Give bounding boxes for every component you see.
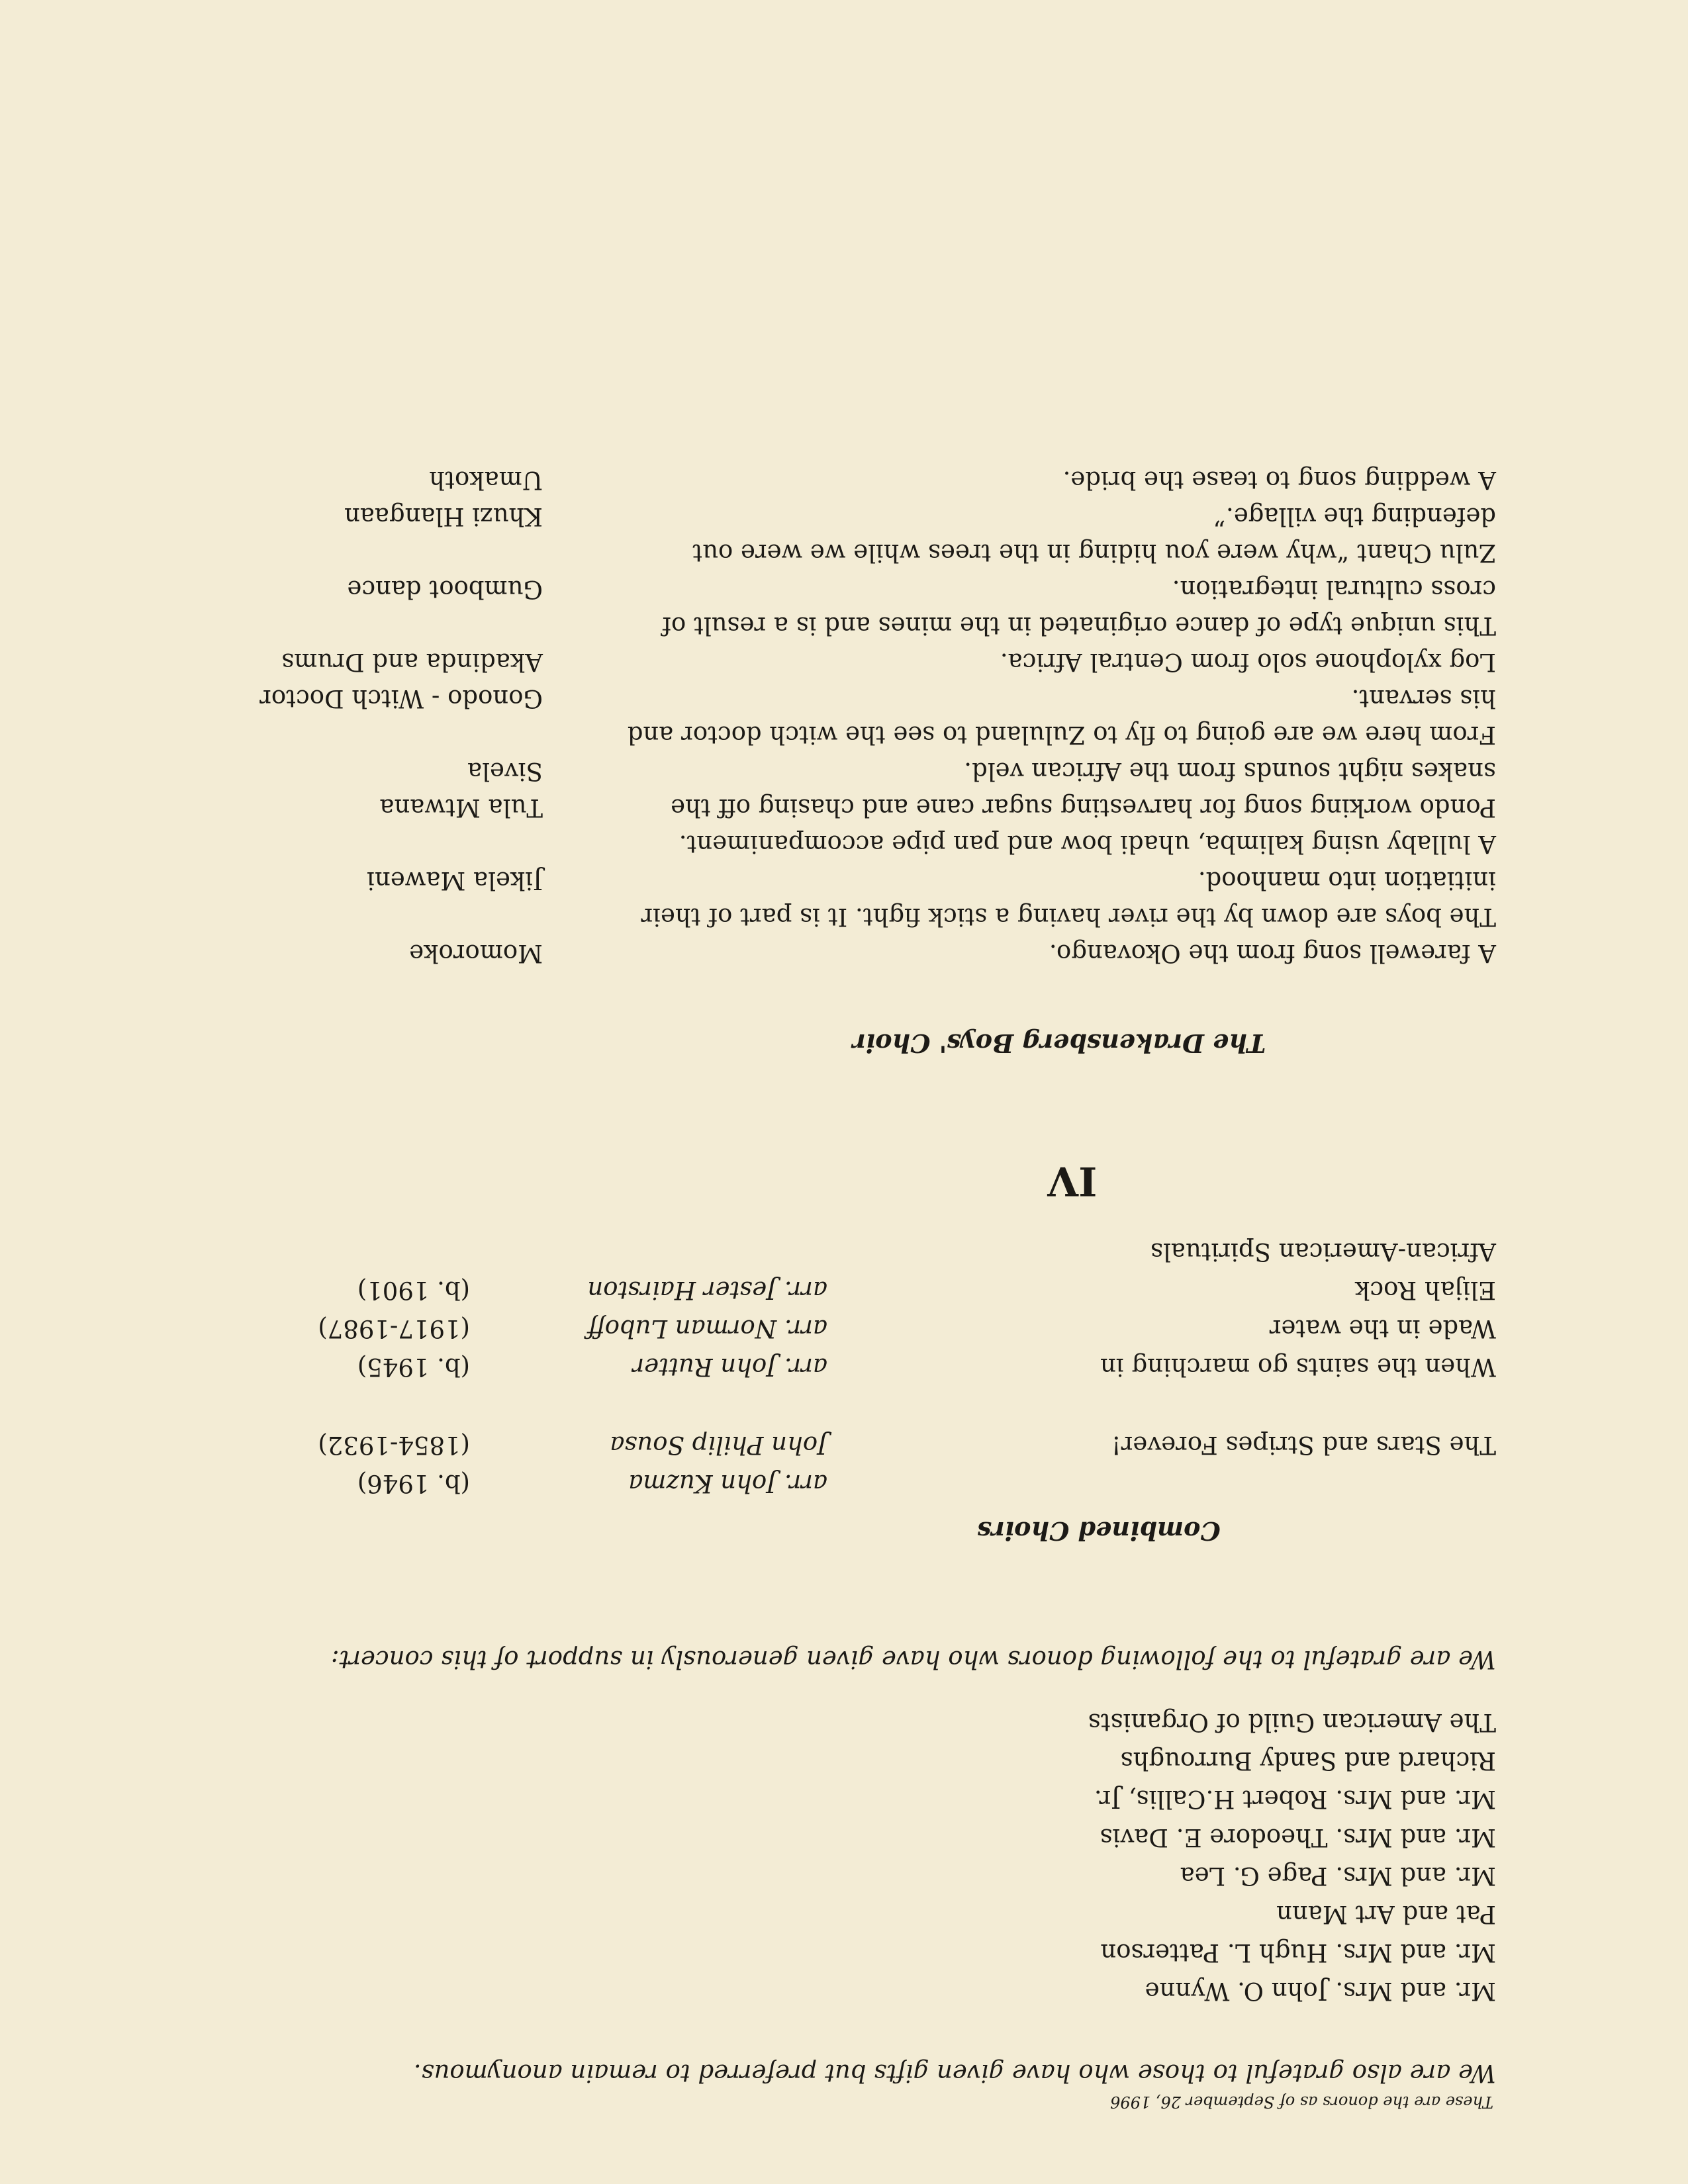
- donor-item: The American Guild of Organists: [1088, 1708, 1496, 1737]
- piece-title: When the saints go marching in: [1100, 1353, 1496, 1381]
- song-name: Gumboot dance: [347, 575, 543, 604]
- song-description: From here we are going to fly to Zululand to see the witch doctor and his servant.: [627, 684, 1496, 749]
- song-description: Log xylophone solo from Central Africa.: [1000, 648, 1496, 676]
- piece-row: [132, 1459, 1496, 1498]
- spirituals-pieces: [132, 1228, 1496, 1381]
- donor-list: [132, 1703, 1496, 2010]
- drakensberg-heading: The Drakensberg Boys' Choir: [852, 1028, 1266, 1058]
- piece-composer: arr. John Rutter: [632, 1353, 827, 1381]
- song-row: [132, 498, 1496, 571]
- piece-row: [132, 1343, 1496, 1381]
- piece-composer: arr. Jester Hairston: [587, 1276, 827, 1304]
- song-description: The boys are down by the river having a stick fight. It is part of their initiation into manhood.: [641, 866, 1496, 931]
- donor-item: Mr. and Mrs. Hugh L. Patterson: [1100, 1938, 1496, 1967]
- donor-item: Mr. and Mrs. Robert H.Callis, Jr.: [1094, 1785, 1496, 1813]
- piece-composer: arr. Norman Luboff: [587, 1314, 827, 1343]
- piece-row: [132, 1266, 1496, 1304]
- song-row: [132, 753, 1496, 826]
- donor-item: Mr. and Mrs. Theodore E. Davis: [1100, 1823, 1496, 1852]
- anonymous-donors-note: We are also grateful to those who have given gifts but preferred to remain anonymous.: [413, 2059, 1496, 2087]
- combined-choirs-pieces: [132, 1421, 1496, 1498]
- piece-row: [132, 1304, 1496, 1343]
- song-row: [132, 680, 1496, 753]
- song-name: Umakoth: [429, 466, 543, 494]
- song-description: Pondo working song for harvesting sugar cane and chasing off the snakes night sounds from the African veld.: [671, 757, 1496, 822]
- song-name: Sivela: [467, 757, 543, 786]
- song-description: A lullaby using kalimba, uhadi bow and pan pipe accompaniment.: [679, 830, 1496, 858]
- piece-title: Elijah Rock: [1354, 1276, 1496, 1304]
- section-numeral: IV: [1047, 1158, 1098, 1204]
- song-name: Khuzi Hlangaan: [344, 502, 543, 531]
- song-description: A farewell song from the Okovango.: [1049, 939, 1496, 968]
- donor-item: Mr. and Mrs. John O. Wynne: [1145, 1977, 1496, 2005]
- piece-dates: (1917-1987): [318, 1314, 470, 1343]
- donor-item: Mr. and Mrs. Page G. Lea: [1180, 1862, 1496, 1890]
- drakensberg-songs: [132, 462, 1496, 972]
- combined-choirs-heading: Combined Choirs: [977, 1516, 1221, 1546]
- song-description: Zulu Chant “why were you hiding in the trees while we were out defending the village.”: [692, 502, 1496, 567]
- song-row: [132, 794, 1496, 862]
- song-name: Gonodo - Witch Doctor: [259, 684, 543, 713]
- piece-dates: (1854-1932): [318, 1431, 470, 1459]
- piece-composer: John Philip Sousa: [610, 1431, 827, 1459]
- piece-title: Wade in the water: [1269, 1314, 1496, 1343]
- piece-row: [132, 1228, 1496, 1266]
- song-name: Tula Mtwana: [379, 794, 543, 822]
- piece-dates: (b. 1901): [357, 1276, 470, 1304]
- song-row: [132, 462, 1496, 498]
- song-name: Jikela Maweni: [367, 866, 543, 895]
- song-description: This unique type of dance originated in the mines and is a result of cross cultural integration.: [662, 575, 1496, 640]
- donors-heading: We are grateful to the following donors who have given generously in support of this concert:: [330, 1645, 1496, 1674]
- donor-date-note: These are the donors as of September 26, 1996: [1110, 2093, 1493, 2111]
- donor-item: Pat and Art Mann: [1276, 1900, 1496, 1929]
- page-content: [132, 462, 1496, 2111]
- song-row: [132, 644, 1496, 680]
- piece-dates: (b. 1945): [357, 1353, 470, 1381]
- song-name: Momoroke: [409, 939, 543, 968]
- song-row: [132, 571, 1496, 644]
- piece-row: [132, 1421, 1496, 1459]
- song-name: Akadinda and Drums: [281, 648, 543, 676]
- donor-item: Richard and Sandy Burroughs: [1120, 1747, 1496, 1775]
- piece-title: The Stars and Stripes Forever!: [1111, 1431, 1496, 1459]
- piece-dates: (b. 1946): [357, 1469, 470, 1498]
- spirituals-heading: African-American Spirituals: [1150, 1238, 1496, 1266]
- song-row: [132, 935, 1496, 972]
- song-description: A wedding song to tease the bride.: [1062, 466, 1496, 494]
- song-row: [132, 862, 1496, 935]
- piece-composer: arr. John Kuzma: [628, 1469, 827, 1498]
